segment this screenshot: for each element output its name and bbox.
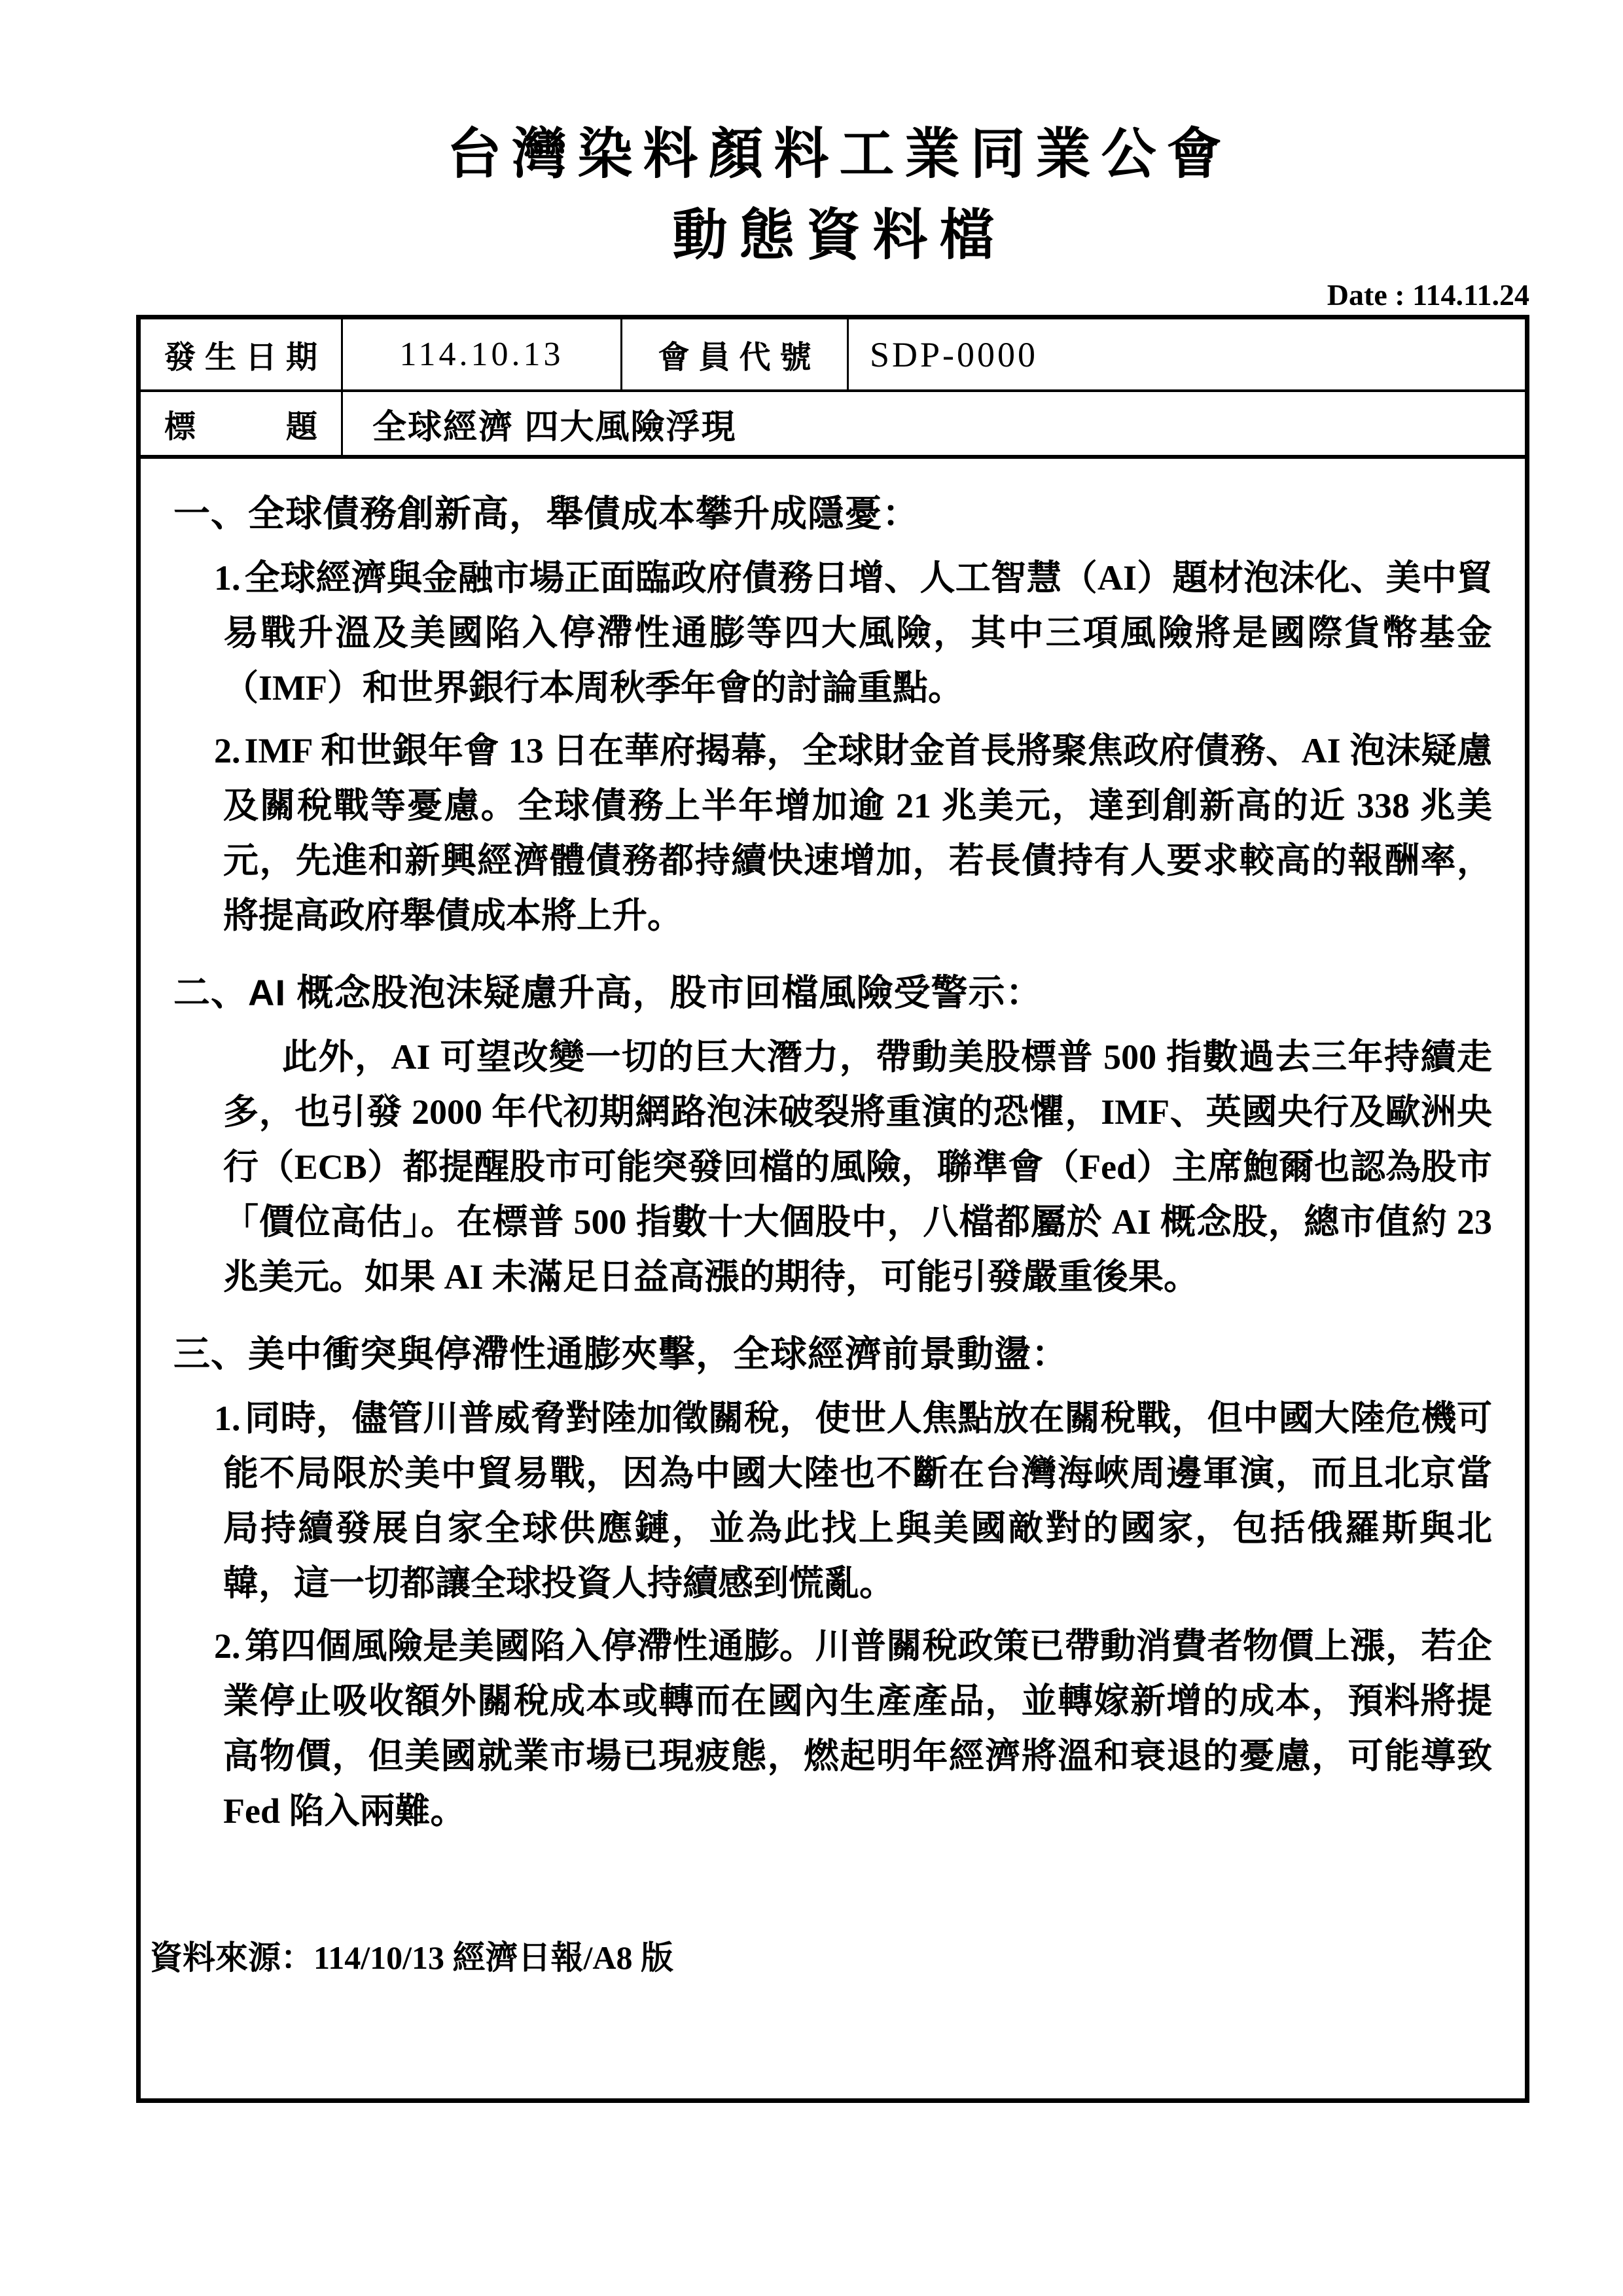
item-number: 1.: [214, 558, 241, 598]
section-2-heading: 二、AI 概念股泡沫疑慮升高，股市回檔風險受警示：: [173, 972, 1043, 1013]
item-text: 第四個風險是美國陷入停滯性通膨。川普關稅政策已帶動消費者物價上漲，若企業停止吸收額外關稅成本或轉而在國內生產產品，並轉嫁新增的成本，預料將提高物價，但美國就業市場已現疲態，燃起明年經濟將溫和衰退的憂慮，可能導致 Fed 陷入兩難。: [223, 1626, 1492, 1831]
member-code-label: 會員代號: [622, 319, 849, 389]
section-1-item-1: [214, 550, 1492, 715]
document-type-title: 動態資料檔: [672, 204, 1007, 266]
source-value: 114/10/13 經濟日報/A8 版: [313, 1939, 674, 1976]
occurrence-date-label: 發生日期: [141, 319, 343, 389]
table-row-meta: [141, 319, 1525, 392]
source-label: 資料來源：: [150, 1939, 313, 1976]
issue-date-stamp: Date : 114.11.24: [1327, 278, 1529, 312]
item-text: IMF 和世銀年會 13 日在華府揭幕，全球財金首長將聚焦政府債務、AI 泡沫疑慮及關稅戰等憂慮。全球債務上半年增加逾 21 兆美元，達到創新高的近 338 兆美元，先進和新興經濟體債務都持續快速增加，若長債持有人要求較高的報酬率，將提高政府舉債成本將上升。: [223, 731, 1492, 935]
item-text: 同時，儘管川普威脅對陸加徵關稅，使世人焦點放在關稅戰，但中國大陸危機可能不局限於美中貿易戰，因為中國大陸也不斷在台灣海峽周邊軍演，而且北京當局持續發展自家全球供應鏈，並為此找上與美國敵對的國家，包括俄羅斯與北韓，這一切都讓全球投資人持續感到慌亂。: [223, 1399, 1492, 1603]
item-number: 2.: [214, 731, 241, 770]
section-1: [150, 486, 1492, 943]
organization-title: 台灣染料顏料工業同業公會: [446, 123, 1232, 185]
section-1-heading: 一、全球債務創新高，舉債成本攀升成隱憂：: [173, 493, 919, 534]
document-body: [141, 459, 1525, 2098]
item-text: 此外，AI 可望改變一切的巨大潛力，帶動美股標普 500 指數過去三年持續走多，也引發 2000 年代初期網路泡沫破裂將重演的恐懼，IMF、英國央行及歐洲央行（ECB）都提醒股市可能突發回檔的風險，聯準會（Fed）主席鮑爾也認為股市「價位高估」。在標普 500 指數十大個股中，八檔都屬於 AI 概念股，總市值約 23 兆美元。如果 AI 未滿足日益高漲的期待，可能引發嚴重後果。: [223, 1037, 1492, 1297]
subject-label: 標 題: [141, 392, 343, 455]
section-3-heading: 三、美中衝突與停滯性通膨夾擊，全球經濟前景動盪：: [173, 1333, 1069, 1374]
section-2-paragraph: [223, 1030, 1492, 1304]
section-2: [150, 965, 1492, 1304]
section-3-item-1: [214, 1391, 1492, 1611]
section-3-item-2: [214, 1619, 1492, 1839]
member-code-value: SDP-0000: [870, 334, 1039, 374]
source-line: [150, 1930, 1492, 1985]
item-number: 2.: [214, 1626, 241, 1666]
info-table: [136, 315, 1529, 2103]
section-3: [150, 1327, 1492, 1839]
item-text: 全球經濟與金融市場正面臨政府債務日增、人工智慧（AI）題材泡沫化、美中貿易戰升溫及美國陷入停滯性通膨等四大風險，其中三項風險將是國際貨幣基金（IMF）和世界銀行本周秋季年會的討論重點。: [223, 558, 1492, 708]
item-number: 1.: [214, 1399, 241, 1438]
table-row-subject: [141, 392, 1525, 459]
section-1-item-2: [214, 723, 1492, 943]
subject-value: 全球經濟 四大風險浮現: [372, 408, 737, 446]
occurrence-date-value: 114.10.13: [343, 319, 622, 389]
